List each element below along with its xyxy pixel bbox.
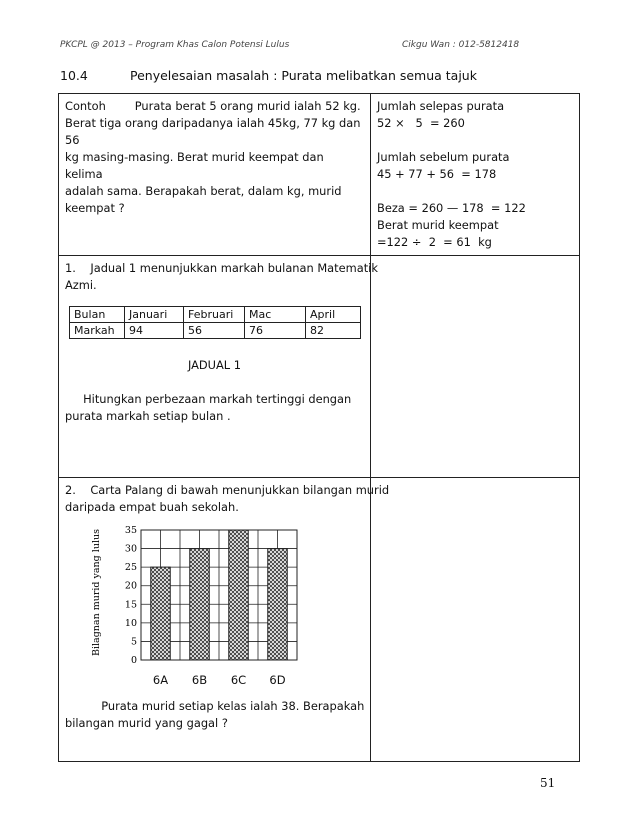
q2-question-line: bilangan murid yang gagal ? — [65, 716, 228, 730]
question-2-cell — [59, 478, 390, 762]
solution-line: 52 × 5 = 260 — [377, 116, 465, 130]
solution-line: Jumlah selepas purata — [377, 99, 505, 113]
q1-intro-line: 1. Jadual 1 menunjukkan markah bulanan Matematik — [65, 261, 378, 275]
marks-cell: 82 — [306, 323, 361, 339]
q1-intro-line: Azmi. — [65, 278, 97, 292]
bar-chart — [65, 524, 365, 694]
bar-6A — [151, 567, 171, 660]
example-solution-cell — [371, 94, 580, 256]
table-caption: JADUAL 1 — [187, 358, 242, 372]
marks-table-row — [70, 323, 361, 339]
bar-chart-svg — [65, 524, 365, 674]
x-tick-label: 6A — [152, 673, 169, 687]
marks-cell: 76 — [245, 323, 306, 339]
marks-cell: 94 — [125, 323, 184, 339]
example-line: kg masing-masing. Berat murid keempat dan kelima — [65, 150, 324, 181]
y-tick-label: 20 — [124, 580, 137, 592]
marks-cell: April — [306, 307, 361, 323]
q1-question-line: Hitungkan perbezaan markah tertinggi dengan — [65, 392, 352, 406]
question-1-cell — [59, 256, 378, 478]
q1-question-line: purata markah setiap bulan . — [65, 409, 231, 423]
y-tick-label: 30 — [124, 543, 137, 555]
worksheet-table — [58, 93, 580, 762]
marks-cell: Mac — [245, 307, 306, 323]
question-1-row — [59, 256, 580, 478]
x-tick-label: 6B — [191, 673, 208, 687]
marks-cell: Markah — [70, 323, 125, 339]
page-number: 51 — [540, 776, 556, 790]
example-question-cell — [59, 94, 371, 256]
x-axis-categories — [141, 672, 297, 689]
solution-line: Jumlah sebelum purata — [377, 150, 510, 164]
marks-table-row — [70, 307, 361, 323]
q2-intro-line: 2. Carta Palang di bawah menunjukkan bilangan murid — [65, 483, 390, 497]
y-tick-label: 35 — [124, 525, 137, 536]
example-row — [59, 94, 580, 256]
bar-6D — [268, 549, 288, 660]
marks-table — [69, 306, 361, 339]
section-number: 10.4 — [60, 68, 88, 83]
solution-line: Berat murid keempat — [377, 218, 499, 232]
marks-cell: 56 — [184, 323, 245, 339]
y-tick-label: 5 — [130, 636, 137, 648]
example-line: keempat ? — [65, 201, 125, 215]
question-1-answer-cell[interactable] — [371, 256, 580, 478]
y-tick-label: 15 — [124, 599, 137, 611]
example-line: adalah sama. Berapakah berat, dalam kg, murid — [65, 184, 342, 198]
y-axis-label: Bilagnan murid yang lulus — [91, 529, 102, 656]
q2-intro-line: daripada empat buah sekolah. — [65, 500, 239, 514]
question-2-row — [59, 478, 580, 762]
example-line: Berat tiga orang daripadanya ialah 45kg, 77 kg dan 56 — [65, 116, 361, 147]
marks-cell: Februari — [184, 307, 245, 323]
x-tick-label: 6C — [230, 673, 247, 687]
y-tick-label: 10 — [124, 617, 137, 629]
solution-line: 45 + 77 + 56 = 178 — [377, 167, 497, 181]
marks-cell: Januari — [125, 307, 184, 323]
bar-6B — [190, 549, 210, 660]
header-right: Cikgu Wan : 012-5812418 — [402, 40, 520, 50]
example-line: Contoh Purata berat 5 orang murid ialah 52 kg. — [65, 99, 361, 113]
section-title: Penyelesaian masalah : Purata melibatkan semua tajuk — [130, 68, 477, 83]
question-2-answer-cell[interactable] — [371, 478, 580, 762]
header-left: PKCPL @ 2013 – Program Khas Calon Potensi Lulus — [60, 40, 290, 50]
y-tick-label: 25 — [124, 562, 137, 574]
bar-6C — [229, 530, 249, 660]
solution-line: Beza = 260 — 178 = 122 — [377, 201, 526, 215]
solution-line: =122 ÷ 2 = 61 kg — [377, 235, 492, 249]
y-tick-label: 0 — [130, 655, 137, 666]
x-tick-label: 6D — [269, 673, 286, 687]
q2-question-line: Purata murid setiap kelas ialah 38. Berapakah — [65, 699, 365, 713]
marks-cell: Bulan — [70, 307, 125, 323]
